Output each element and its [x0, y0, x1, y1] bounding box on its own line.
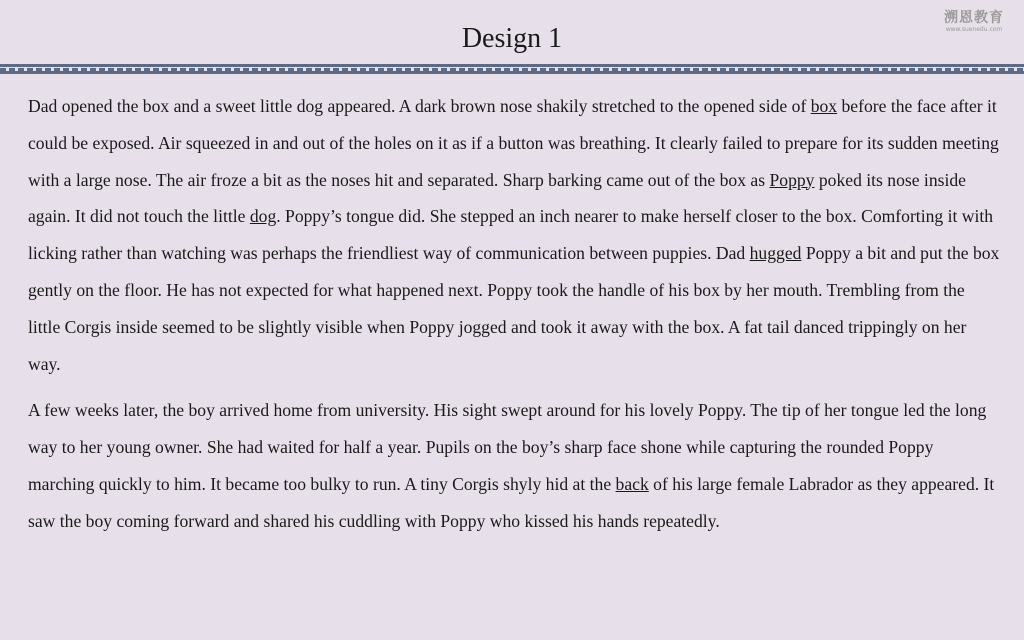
title-divider: [0, 64, 1024, 74]
logo-text: 溯恩教育: [944, 10, 1004, 26]
text-segment: poked its nose inside again. It did not touch the little: [28, 169, 966, 227]
underlined-word: dog: [249, 206, 277, 227]
text-segment: before the face after it could be exposed. Air squeezed in and out of the holes on it as if a button was breathing. It clearly failed to prepare for its sudden meeting with a large nose. The air froze a bit as the noses hit and separated. Sharp barking came out of the box as: [28, 96, 999, 190]
underlined-word: back: [615, 473, 649, 494]
text-segment: . Poppy’s tongue did. She stepped an inch nearer to make herself closer to the box. Comforting it with licking rather than watching was perhaps the friendliest way of communication between puppies. Dad: [28, 206, 994, 264]
text-segment: Poppy a bit and put the box gently on the floor. He has not expected for what happened next. Poppy took the handle of his box by her mouth. Trembling from the little Corgis inside seemed to be slightly visible when Poppy jogged and took it away with the box. A fat tail danced trippingly on her way.: [28, 243, 1000, 374]
story-text: [28, 88, 1000, 550]
underlined-word: hugged: [749, 243, 802, 264]
text-segment: Dad opened the box and a sweet little dog appeared. A dark brown nose shakily stretched to the opened side of: [28, 96, 811, 116]
text-segment: A few weeks later, the boy arrived home from university. His sight swept around for his lovely Poppy. The tip of her tongue led the long way to her young owner. She had waited for half a year. Pupils on the boy’s sharp face shone while capturing the rounded Poppy marching quickly to him. It became too bulky to run. A tiny Corgis shyly hid at the: [28, 400, 987, 494]
paragraph: [28, 88, 1000, 382]
underlined-word: box: [810, 96, 838, 116]
logo-url: www.suenedu.com: [945, 26, 1003, 33]
slide-title: Design 1: [461, 23, 563, 54]
underlined-word: Poppy: [769, 169, 815, 190]
watermark-logo: [938, 10, 1010, 34]
paragraph: [28, 392, 1000, 539]
text-segment: of his large female Labrador as they appeared. It saw the boy coming forward and shared his cuddling with Poppy who kissed his hands repeatedly.: [28, 473, 995, 531]
